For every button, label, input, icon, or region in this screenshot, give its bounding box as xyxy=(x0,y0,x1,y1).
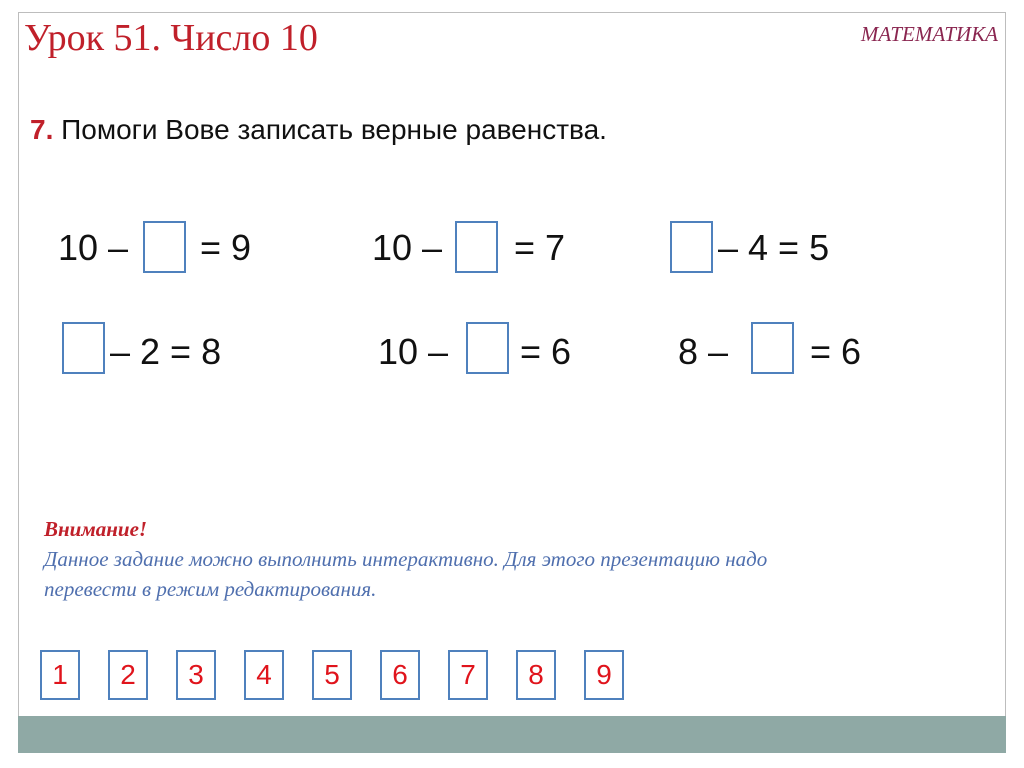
equation-6-right: = 6 xyxy=(810,331,862,372)
task-text: Помоги Вове записать верные равенства. xyxy=(53,114,607,145)
equation-1-answer-box[interactable] xyxy=(143,221,186,273)
equation-1-left: 10 – xyxy=(58,227,129,268)
lesson-title: Урок 51. Число 10 xyxy=(24,17,318,59)
equation-2-right: = 7 xyxy=(514,227,566,268)
note-line-2: перевести в режим редактирования. xyxy=(44,577,377,601)
subject-label: МАТЕМАТИКА xyxy=(860,22,998,46)
attention-note xyxy=(44,514,984,604)
equation-5-answer-box[interactable] xyxy=(466,322,509,374)
digit-card-8[interactable]: 8 xyxy=(516,650,556,700)
note-line-1: Данное задание можно выполнить интерактивно. Для этого презентацию надо xyxy=(44,547,768,571)
digit-card-3[interactable]: 3 xyxy=(176,650,216,700)
task-number: 7. xyxy=(30,114,54,145)
digit-card-4[interactable]: 4 xyxy=(244,650,284,700)
equation-3-answer-box[interactable] xyxy=(670,221,713,273)
digit-card-2[interactable]: 2 xyxy=(108,650,148,700)
equation-5-right: = 6 xyxy=(520,331,572,372)
note-title: Внимание! xyxy=(44,517,148,541)
digit-card-6[interactable]: 6 xyxy=(380,650,420,700)
task-heading xyxy=(30,114,607,146)
equation-5-left: 10 – xyxy=(378,331,449,372)
equation-3-right: – 4 = 5 xyxy=(718,227,830,268)
equation-2-answer-box[interactable] xyxy=(455,221,498,273)
digit-card-1[interactable]: 1 xyxy=(40,650,80,700)
equation-4-answer-box[interactable] xyxy=(62,322,105,374)
equation-4-right: – 2 = 8 xyxy=(110,331,222,372)
footer-bar xyxy=(18,716,1006,753)
equation-1-right: = 9 xyxy=(200,227,252,268)
equation-6-left: 8 – xyxy=(678,331,729,372)
digit-card-7[interactable]: 7 xyxy=(448,650,488,700)
equation-2-left: 10 – xyxy=(372,227,443,268)
digit-card-9[interactable]: 9 xyxy=(584,650,624,700)
equation-6-answer-box[interactable] xyxy=(751,322,794,374)
digit-card-5[interactable]: 5 xyxy=(312,650,352,700)
